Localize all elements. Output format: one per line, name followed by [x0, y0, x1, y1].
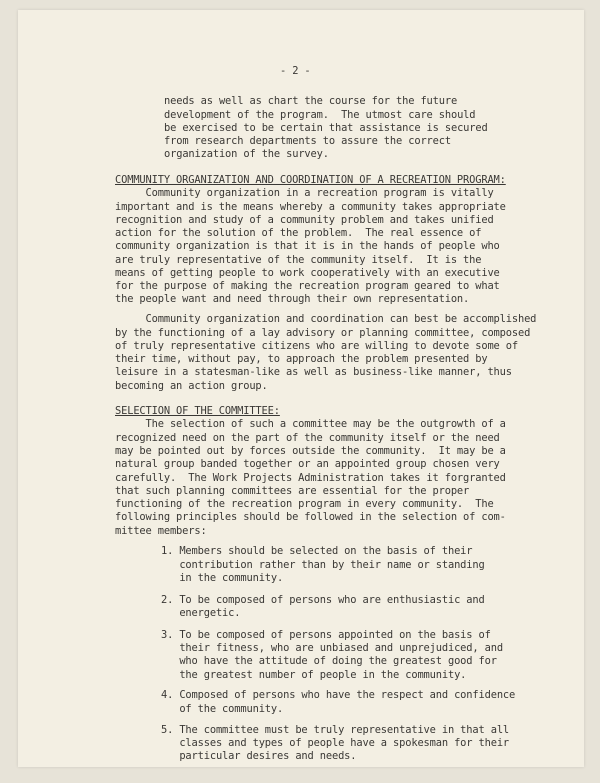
list-item-3: 3. To be composed of persons appointed on the basis of — [161, 628, 491, 641]
list-item-5: particular desires and needs. — [161, 750, 357, 762]
intro-line: from research departments to assure the correct — [164, 135, 451, 148]
list-item-2: 2. To be composed of persons who are enthusiastic and — [161, 593, 485, 606]
paragraph-line: leisure in a statesman-like as well as business-like manner, thus — [115, 366, 512, 379]
paragraph-line: Community organization and coordination can best be accomplished — [115, 313, 537, 326]
list-item-3: the greatest number of people in the community. — [161, 668, 467, 681]
paragraph-line: functioning of the recreation program in every community. The — [115, 498, 494, 510]
paragraph-line: following principles should be followed in the selection of com- — [115, 511, 506, 524]
paragraph-line: recognized need on the part of the community itself or the need — [115, 431, 500, 444]
document-text — [18, 10, 537, 783]
paragraph-line: mittee members: — [115, 524, 207, 537]
page-number: - 2 - — [280, 65, 311, 77]
paragraph-line: becoming an action group. — [115, 379, 268, 392]
list-item-5: 5. The committee must be truly representative in that all — [161, 723, 510, 736]
list-item-1: contribution rather than by their name or standing — [161, 558, 485, 571]
paragraph-line: of truly representative citizens who are willing to devote some of — [115, 339, 518, 352]
paragraph-line: may be pointed out by forces outside the community. It may be a — [115, 444, 506, 457]
list-item-4: of the community. — [161, 702, 284, 715]
list-item-3: who have the attitude of doing the greatest good for — [161, 655, 497, 668]
paragraph-line: are truly representative of the community itself. It is the — [115, 253, 482, 266]
intro-line: organization of the survey. — [164, 148, 329, 161]
paragraph-line: means of getting people to work cooperatively with an executive — [115, 266, 500, 279]
paragraph-line: important and is the means whereby a community takes appropriate — [115, 200, 506, 213]
paragraph-line: by the functioning of a lay advisory or planning committee, composed — [115, 326, 531, 339]
paragraph-line: The selection of such a committee may be the outgrowth of a — [115, 418, 506, 431]
paragraph-line: Community organization in a recreation program is vitally — [115, 187, 494, 200]
paragraph-line: recognition and study of a community problem and takes unified — [115, 213, 494, 226]
intro-line: needs as well as chart the course for the future — [164, 95, 458, 108]
list-item-5: classes and types of people have a spokesman for their — [161, 736, 510, 749]
paragraph-line: carefully. The Work Projects Administration takes it forgranted — [115, 471, 506, 484]
intro-line: be exercised to be certain that assistance is secured — [164, 121, 488, 134]
paragraph-line: for the purpose of making the recreation program geared to what — [115, 280, 500, 293]
paragraph-line: natural group banded together or an appointed group chosen very — [115, 458, 500, 471]
list-item-2: energetic. — [161, 606, 241, 619]
section-heading-selection: SELECTION OF THE COMMITTEE: — [115, 405, 280, 418]
paragraph-line: action for the solution of the problem. The real essence of — [115, 227, 482, 239]
intro-line: development of the program. The utmost care should — [164, 108, 476, 121]
section-heading-community-organization: COMMUNITY ORGANIZATION AND COORDINATION OF A RECREATION PROGRAM: — [115, 174, 506, 186]
list-item-1: 1. Members should be selected on the basis of their — [161, 545, 473, 558]
list-item-3: their fitness, who are unbiased and unprejudiced, and — [161, 642, 503, 654]
paragraph-line: that such planning committees are essential for the proper — [115, 484, 470, 497]
list-item-1: in the community. — [161, 571, 284, 584]
paragraph-line: their time, without pay, to approach the problem presented by — [115, 353, 488, 365]
paragraph-line: community organization is that it is in the hands of people who — [115, 240, 500, 253]
list-item-4: 4. Composed of persons who have the respect and confidence — [161, 689, 516, 702]
document-page — [18, 10, 584, 767]
paragraph-line: the people want and need through their own representation. — [115, 293, 470, 306]
